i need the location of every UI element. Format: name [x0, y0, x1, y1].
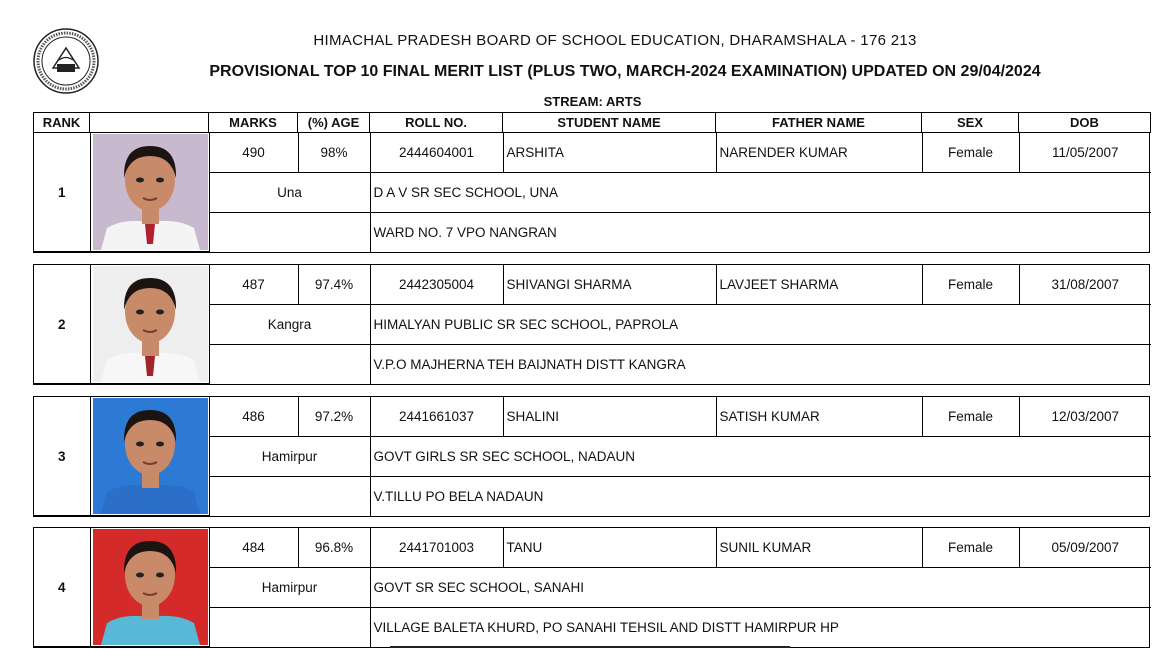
percent-cell: 96.8%	[298, 528, 370, 567]
dob-cell: 11/05/2007	[1019, 133, 1151, 172]
father-name-cell: NARENDER KUMAR	[716, 133, 922, 172]
school-cell: GOVT SR SEC SCHOOL, SANAHI	[370, 567, 1151, 607]
student-photo	[90, 397, 209, 516]
district-cell: Una	[209, 172, 370, 212]
page-edge-line	[390, 646, 790, 648]
district-cell: Kangra	[209, 304, 370, 344]
sex-cell: Female	[922, 133, 1019, 172]
roll-cell: 2444604001	[370, 133, 503, 172]
address-cell: WARD NO. 7 VPO NANGRAN	[370, 212, 1151, 251]
dob-cell: 12/03/2007	[1019, 397, 1151, 436]
percent-cell: 98%	[298, 133, 370, 172]
page-title: PROVISIONAL TOP 10 FINAL MERIT LIST (PLUS TWO, MARCH-2024 EXAMINATION) UPDATED ON 29/04/2024	[209, 63, 1041, 80]
address-cell: VILLAGE BALETA KHURD, PO SANAHI TEHSIL AND DISTT HAMIRPUR HP	[370, 607, 1151, 646]
header-roll: ROLL NO.	[370, 113, 503, 133]
sex-cell: Female	[922, 265, 1019, 304]
student-name-cell: SHALINI	[503, 397, 716, 436]
marks-cell: 487	[209, 265, 298, 304]
address-cell: V.P.O MAJHERNA TEH BAIJNATH DISTT KANGRA	[370, 344, 1151, 383]
roll-cell: 2441661037	[370, 397, 503, 436]
empty-cell	[209, 344, 370, 383]
sex-cell: Female	[922, 528, 1019, 567]
roll-cell: 2441701003	[370, 528, 503, 567]
student-portrait-icon	[93, 266, 208, 382]
dob-cell: 05/09/2007	[1019, 528, 1151, 567]
student-name-cell: SHIVANGI SHARMA	[503, 265, 716, 304]
dob-cell: 31/08/2007	[1019, 265, 1151, 304]
header-percent: (%) AGE	[298, 113, 370, 133]
rank-cell: 2	[34, 265, 90, 384]
header-photo	[90, 113, 209, 133]
school-cell: GOVT GIRLS SR SEC SCHOOL, NADAUN	[370, 436, 1151, 476]
rank-cell: 4	[34, 528, 90, 647]
board-name: HIMACHAL PRADESH BOARD OF SCHOOL EDUCATION, DHARAMSHALA - 176 213	[313, 32, 917, 49]
header-marks: MARKS	[209, 113, 298, 133]
column-header-row	[33, 112, 1151, 133]
address-cell: V.TILLU PO BELA NADAUN	[370, 476, 1151, 515]
student-photo	[90, 528, 209, 647]
rank-cell: 1	[34, 133, 90, 252]
student-record	[33, 264, 1150, 385]
school-cell: D A V SR SEC SCHOOL, UNA	[370, 172, 1151, 212]
student-photo	[90, 133, 209, 252]
marks-cell: 490	[209, 133, 298, 172]
empty-cell	[209, 212, 370, 251]
marks-cell: 486	[209, 397, 298, 436]
student-record	[33, 527, 1150, 648]
marks-cell: 484	[209, 528, 298, 567]
student-name-cell: TANU	[503, 528, 716, 567]
empty-cell	[209, 476, 370, 515]
header-dob: DOB	[1019, 113, 1151, 133]
header-sex: SEX	[922, 113, 1019, 133]
student-portrait-icon	[93, 398, 208, 514]
school-cell: HIMALYAN PUBLIC SR SEC SCHOOL, PAPROLA	[370, 304, 1151, 344]
student-portrait-icon	[93, 134, 208, 250]
father-name-cell: LAVJEET SHARMA	[716, 265, 922, 304]
rank-cell: 3	[34, 397, 90, 516]
header-student-name: STUDENT NAME	[503, 113, 716, 133]
student-record	[33, 396, 1150, 517]
percent-cell: 97.4%	[298, 265, 370, 304]
sex-cell: Female	[922, 397, 1019, 436]
district-cell: Hamirpur	[209, 567, 370, 607]
stream-label: STREAM: ARTS	[543, 94, 642, 109]
father-name-cell: SUNIL KUMAR	[716, 528, 922, 567]
roll-cell: 2442305004	[370, 265, 503, 304]
father-name-cell: SATISH KUMAR	[716, 397, 922, 436]
student-record	[33, 132, 1150, 253]
student-portrait-icon	[93, 529, 208, 645]
district-cell: Hamirpur	[209, 436, 370, 476]
header-rank: RANK	[34, 113, 90, 133]
empty-cell	[209, 607, 370, 646]
header-father-name: FATHER NAME	[716, 113, 922, 133]
student-photo	[90, 265, 209, 384]
student-name-cell: ARSHITA	[503, 133, 716, 172]
percent-cell: 97.2%	[298, 397, 370, 436]
